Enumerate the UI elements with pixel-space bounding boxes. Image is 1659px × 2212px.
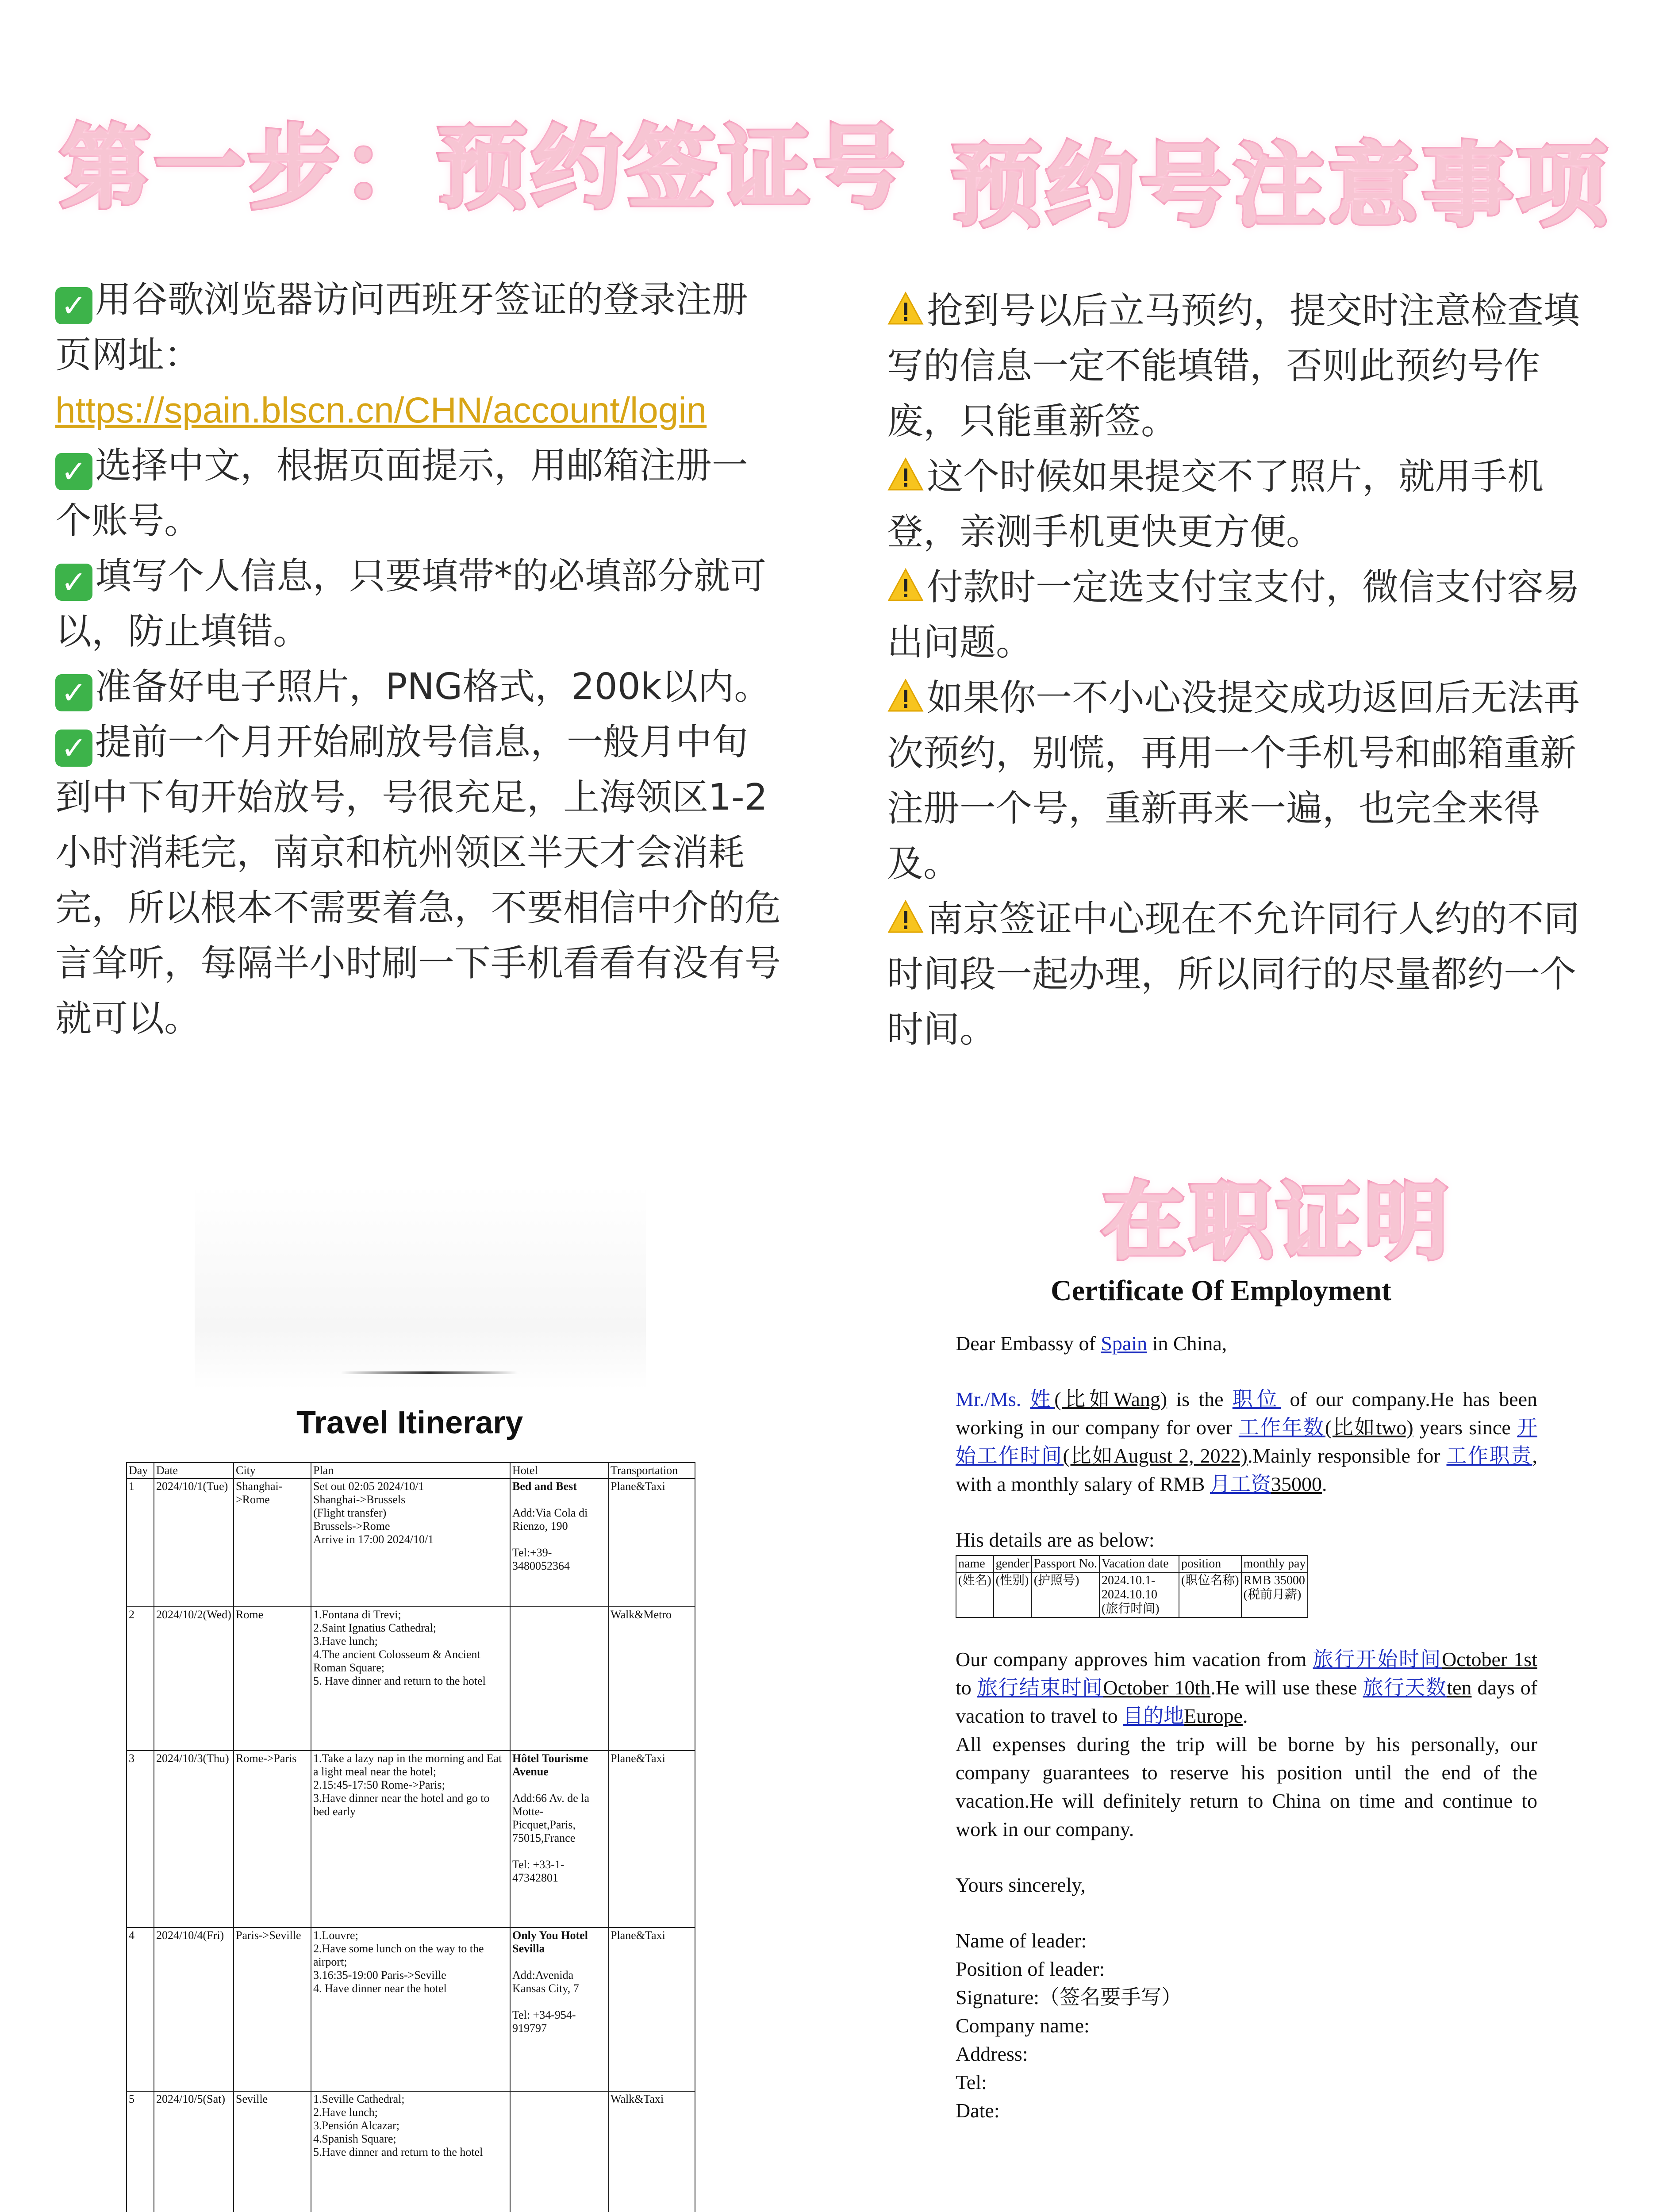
check-icon: ✓: [55, 730, 92, 767]
transport-cell: Plane&Taxi: [608, 1928, 695, 2091]
itinerary-row: [127, 2091, 695, 2212]
certificate-heading: 在职证明: [1102, 1173, 1452, 1271]
date-cell: 2024/10/4(Fri): [154, 1928, 234, 2091]
col-day: Day: [127, 1463, 154, 1479]
plan-cell: Set out 02:05 2024/10/1 Shanghai->Brussels (Flight transfer) Brussels->Rome Arrive in 17:00 2024/10/1: [311, 1479, 510, 1607]
details-intro: His details are as below:: [956, 1528, 1155, 1551]
paragraph-vacation: Our company approves him vacation from 旅行开始时间October 1st to 旅行结束时间October 10th.He will use these 旅行天数ten days of vacation to travel to 目的地Europe. All expenses during the trip will be borne by his personally, our company guarantees to reserve his position until the end of the vacation.He will definitely return to China on time and continue to work in our company.: [956, 1648, 1538, 1840]
itinerary-row: [127, 1751, 695, 1928]
check-icon: ✓: [55, 287, 92, 324]
warning-icon: [887, 675, 924, 712]
city-cell: Seville: [234, 2091, 311, 2212]
closing: Yours sincerely,: [956, 1874, 1086, 1896]
hotel-cell: [510, 1928, 608, 2091]
hotel-name: Bed and Best: [512, 1480, 577, 1493]
transport-cell: Walk&Metro: [608, 1607, 695, 1751]
itinerary-row: [127, 1479, 695, 1607]
field-signature: Signature:（签名要手写）: [956, 1986, 1182, 2008]
city-cell: Rome: [234, 1607, 311, 1751]
warning-icon: [887, 564, 924, 601]
hotel-info: Add:Avenida Kansas City, 7 Tel: +34-954-919797: [512, 1969, 579, 2035]
field-name-of-leader: Name of leader:: [956, 1929, 1087, 1952]
col-hotel: Hotel: [510, 1463, 608, 1479]
hotel-info: Add:Via Cola di Rienzo, 190 Tel:+39-3480052364: [512, 1506, 588, 1572]
salutation: Dear Embassy of Spain in China,: [956, 1332, 1227, 1355]
warning-icon: [887, 896, 924, 933]
warning-icon: [887, 288, 924, 325]
plan-cell: 1.Take a lazy nap in the morning and Eat a light meal near the hotel; 2.15:45-17:50 Rome->Paris; 3.Have dinner near the hotel and go to bed early: [311, 1751, 510, 1928]
spain-link[interactable]: Spain: [1101, 1332, 1148, 1355]
right-section-title: 预约号注意事项: [951, 134, 1611, 239]
transport-cell: Plane&Taxi: [608, 1479, 695, 1607]
itinerary-row: [127, 1607, 695, 1751]
city-cell: Shanghai->Rome: [234, 1479, 311, 1607]
signature-fields: [956, 1927, 1537, 2125]
date-cell: 2024/10/1(Tue): [154, 1479, 234, 1607]
itinerary-table: [126, 1462, 695, 2212]
field-address: Address:: [956, 2043, 1028, 2065]
certificate-body: [956, 1329, 1537, 2125]
field-company-name: Company name:: [956, 2014, 1090, 2037]
list-item: 这个时候如果提交不了照片，就用手机登，亲测手机更快更方便。: [887, 449, 1608, 560]
details-data-row: (姓名) (性别) (护照号) 2024.10.1-2024.10.10 (旅行时间) (职位名称) RMB 35000 (税前月薪): [956, 1572, 1308, 1617]
hotel-info: Add:66 Av. de la Motte-Picquet,Paris, 75015,France Tel: +33-1-47342801: [512, 1792, 590, 1884]
hotel-cell: [510, 1607, 608, 1751]
list-item: 抢到号以后立马预约，提交时注意检查填写的信息一定不能填错，否则此预约号作废，只能重新签。: [887, 283, 1608, 449]
transport-cell: Walk&Taxi: [608, 2091, 695, 2212]
transport-cell: Plane&Taxi: [608, 1751, 695, 1928]
day-cell: 4: [127, 1928, 154, 2091]
check-icon: ✓: [55, 564, 92, 601]
details-header-row: name gender Passport No. Vacation date position monthly pay: [956, 1555, 1308, 1572]
check-icon: ✓: [55, 674, 92, 711]
date-cell: 2024/10/3(Thu): [154, 1751, 234, 1928]
itinerary-header-photo: [195, 1186, 646, 1389]
hotel-cell: [510, 2091, 608, 2212]
check-icon: ✓: [55, 453, 92, 490]
list-item: ✓ 填写个人信息，只要填带*的必填部分就可以，防止填错。: [55, 555, 767, 653]
list-item: 付款时一定选支付宝支付，微信支付容易出问题。: [887, 560, 1608, 670]
paragraph-employment: Mr./Ms. 姓(比如Wang) is the 职位 of our company.He has been working in our company for over 工作年数(比如two) years since 开始工作时间(比如August 2, 2022).Mainly responsible for 工作职责, with a monthly salary of RMB 月工资35000.: [956, 1388, 1538, 1495]
city-cell: Paris->Seville: [234, 1928, 311, 2091]
date-cell: 2024/10/5(Sat): [154, 2091, 234, 2212]
hotel-name: Only You Hotel Sevilla: [512, 1929, 588, 1955]
list-item: ✓ 选择中文，根据页面提示，用邮箱注册一个账号。: [55, 445, 749, 542]
itinerary-title: Travel Itinerary: [296, 1405, 523, 1440]
list-item: ✓ 准备好电子照片，PNG格式，200k以内。: [55, 659, 781, 714]
day-cell: 3: [127, 1751, 154, 1928]
col-plan: Plan: [311, 1463, 510, 1479]
warning-icon: [887, 453, 924, 491]
list-item: ✓ 用谷歌浏览器访问西班牙签证的登录注册页网址： https://spain.blscn.cn/CHN/account/login: [55, 279, 749, 430]
left-section-list: [55, 272, 781, 1046]
right-section-list: [887, 283, 1608, 1057]
plan-cell: 1.Louvre; 2.Have some lunch on the way to the airport; 3.16:35-19:00 Paris->Seville 4. Have dinner near the hotel: [311, 1928, 510, 2091]
field-position-of-leader: Position of leader:: [956, 1958, 1105, 1980]
col-city: City: [234, 1463, 311, 1479]
field-date: Date:: [956, 2099, 1000, 2122]
details-table: [956, 1555, 1308, 1618]
hotel-name: Hôtel Tourisme Avenue: [512, 1752, 588, 1778]
col-date: Date: [154, 1463, 234, 1479]
plan-cell: 1.Seville Cathedral; 2.Have lunch; 3.Pensión Alcazar; 4.Spanish Square; 5.Have dinner and return to the hotel: [311, 2091, 510, 2212]
list-item: 南京签证中心现在不允许同行人约的不同时间段一起办理，所以同行的尽量都约一个时间。: [887, 891, 1608, 1057]
list-item: ✓ 提前一个月开始刷放号信息，一般月中旬到中下旬开始放号，号很充足，上海领区1-2小时消耗完，南京和杭州领区半天才会消耗完，所以根本不需要着急，不要相信中介的危言耸听，每隔半小时刷一下手机看看有没有号就可以。: [55, 721, 781, 1040]
plan-cell: 1.Fontana di Trevi; 2.Saint Ignatius Cathedral; 3.Have lunch; 4.The ancient Colosseum & Ancient Roman Square; 5. Have dinner and return to the hotel: [311, 1607, 510, 1751]
left-section-title: 第一步：预约签证号: [60, 116, 908, 221]
list-item: 如果你一不小心没提交成功返回后无法再次预约，别慌，再用一个手机号和邮箱重新注册一个号，重新再来一遍，也完全来得及。: [887, 670, 1608, 891]
login-link[interactable]: https://spain.blscn.cn/CHN/account/login: [55, 390, 707, 430]
city-cell: Rome->Paris: [234, 1751, 311, 1928]
day-cell: 2: [127, 1607, 154, 1751]
hotel-cell: [510, 1751, 608, 1928]
itinerary-header-row: [127, 1463, 695, 1479]
photo-shadow-line: [341, 1371, 518, 1374]
certificate-title: Certificate Of Employment: [1051, 1275, 1391, 1307]
hotel-cell: [510, 1479, 608, 1607]
date-cell: 2024/10/2(Wed): [154, 1607, 234, 1751]
field-tel: Tel:: [956, 2071, 987, 2093]
itinerary-row: [127, 1928, 695, 2091]
day-cell: 1: [127, 1479, 154, 1607]
col-transportation: Transportation: [608, 1463, 695, 1479]
day-cell: 5: [127, 2091, 154, 2212]
